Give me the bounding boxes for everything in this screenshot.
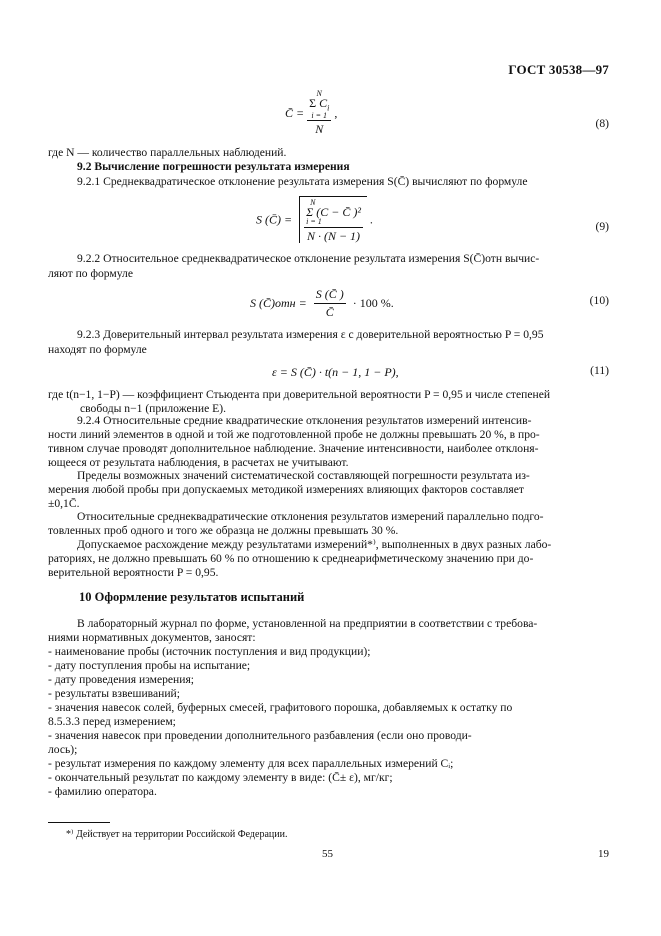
where-n-text: где N — количество параллельных наблюдений.: [48, 146, 287, 159]
eq10-fraction: [314, 287, 346, 319]
eq8-number: (8): [595, 117, 609, 130]
eq8-lhs: C̄ =: [285, 106, 305, 121]
equation-10: [250, 287, 394, 319]
eq10-tail: · 100 %.: [352, 295, 394, 310]
para-limits-line1: Пределы возможных значений систематической составляющей погрешности результата из-: [77, 469, 530, 482]
equation-11: ε = S (C̄) · t(n − 1, 1 − P),: [272, 365, 399, 379]
eq9-sum-top: N: [310, 198, 316, 207]
eq8-fraction: [307, 90, 331, 137]
para-9-2-4-line4: ющееся от результата наблюдения, в расчетах не учитывают.: [48, 456, 349, 469]
para-9-2-3-line1: 9.2.3 Доверительный интервал результата измерения ε с доверительной вероятностью P = 0,95: [77, 328, 544, 341]
page-number-left: 55: [322, 848, 333, 860]
eq10-denominator: C̄: [325, 304, 334, 319]
para-9-2-3-line2: находят по формуле: [48, 343, 147, 356]
document-header: ГОСТ 30538—97: [508, 62, 609, 77]
para-9-2-2-line1: 9.2.2 Относительное среднеквадратическое отклонение результата измерения S(C̄)отн вычис-: [77, 252, 540, 265]
list-item-continuation: лось);: [48, 743, 78, 756]
page-number-right: 19: [598, 848, 609, 860]
equation-9: [256, 196, 373, 243]
para-9-2-4-line3: тивном случае проводят дополнительное наблюдение. Значение интенсивности, наиболее отклоня-: [48, 442, 539, 455]
where-t-line2: свободы n−1 (приложение Е).: [80, 402, 226, 415]
eq8-denominator: N: [315, 122, 324, 137]
para-rel-line1: Относительные среднеквадратические отклонения результатов измерений параллельно подго-: [77, 510, 544, 523]
para-allowed-line3: верительной вероятности P = 0,95.: [48, 566, 219, 579]
para-allowed-line2: раториях, не должно превышать 60 % по отношению к среднеарифметическому значению при до-: [48, 552, 534, 565]
eq9-tail: .: [369, 212, 373, 227]
eq9-denominator: N · (N − 1): [306, 228, 361, 243]
eq10-lhs: S (C̄)отн =: [250, 295, 307, 310]
list-item: - дату проведения измерения;: [48, 673, 195, 686]
eq10-numerator: S (C̄ ): [314, 287, 346, 304]
eq8-numerator: [307, 90, 331, 121]
para-9-2-4-line1: 9.2.4 Относительные средние квадратические отклонения результатов измерений интенсив-: [77, 414, 532, 427]
where-t-line1: где t(n−1, 1−P) — коэффициент Стьюдента при доверительной вероятности P = 0,95 и числе степеней: [48, 388, 551, 401]
para-limits-line2: мерения любой пробы при допускаемых методикой измерениях влияющих факторов составляет: [48, 483, 524, 496]
para-allowed-line1: Допускаемое расхождение между результатами измерений*⁾, выполненных в двух разных лабо-: [77, 538, 552, 551]
list-item: - значения навесок при проведении дополнительного разбавления (если оно проводи-: [48, 729, 472, 742]
eq9-number: (9): [595, 220, 609, 233]
eq8-sum-top: N: [316, 89, 322, 98]
footnote: *⁾ Действует на территории Российской Федерации.: [66, 829, 288, 840]
para-9-2-4-line2: ности линий элементов в одной и той же подготовленной пробе не должны превышать 20 %, в про-: [48, 428, 540, 441]
eq9-sum-bottom: i = 1: [306, 216, 322, 226]
equation-8: [285, 90, 337, 137]
para-9-2-1: 9.2.1 Среднеквадратическое отклонение результата измерения S(C̄) вычисляют по формуле: [77, 175, 528, 188]
list-item-continuation: 8.5.3.3 перед измерением;: [48, 715, 176, 728]
list-item: - дату поступления пробы на испытание;: [48, 659, 251, 672]
eq11-number: (11): [590, 364, 609, 377]
para-journal-line1: В лабораторный журнал по форме, установленной на предприятии в соответствии с требова-: [77, 617, 538, 630]
eq9-fraction: [304, 199, 363, 243]
list-item: - окончательный результат по каждому элементу в виде: (C̄± ε), мг/кг;: [48, 771, 393, 784]
eq8-sum-sub: i: [327, 102, 330, 112]
eq8-sum-bottom: i = 1: [311, 110, 328, 120]
eq8-sum-var: C: [319, 95, 328, 110]
eq8-tail: ,: [334, 106, 338, 121]
eq10-number: (10): [589, 294, 609, 307]
eq9-num-expr: Σ (C − C̄ )²: [306, 204, 361, 219]
eq8-sum-sign: Σ: [309, 95, 317, 110]
section-10-heading: 10 Оформление результатов испытаний: [79, 590, 305, 604]
para-rel-line2: товленных проб одного и того же образца не должны превышать 30 %.: [48, 524, 399, 537]
list-item: - наименование пробы (источник поступления и вид продукции);: [48, 645, 371, 658]
footnote-divider: [48, 822, 110, 823]
eq9-lhs: S (C̄) =: [256, 212, 293, 227]
section-9-2-heading: 9.2 Вычисление погрешности результата измерения: [77, 160, 350, 173]
eq9-numerator: [304, 199, 363, 228]
list-item: - значения навесок солей, буферных смесей, графитового порошка, добавляемых к остатку по: [48, 701, 513, 714]
list-item: - фамилию оператора.: [48, 785, 157, 798]
list-item: - результаты взвешиваний;: [48, 687, 180, 700]
list-item: - результат измерения по каждому элементу для всех параллельных измерений Cᵢ;: [48, 757, 454, 770]
eq9-sqrt: [299, 196, 367, 243]
para-limits-line3: ±0,1C̄.: [48, 497, 80, 510]
para-9-2-2-line2: ляют по формуле: [48, 267, 133, 280]
para-journal-line2: ниями нормативных документов, заносят:: [48, 631, 256, 644]
